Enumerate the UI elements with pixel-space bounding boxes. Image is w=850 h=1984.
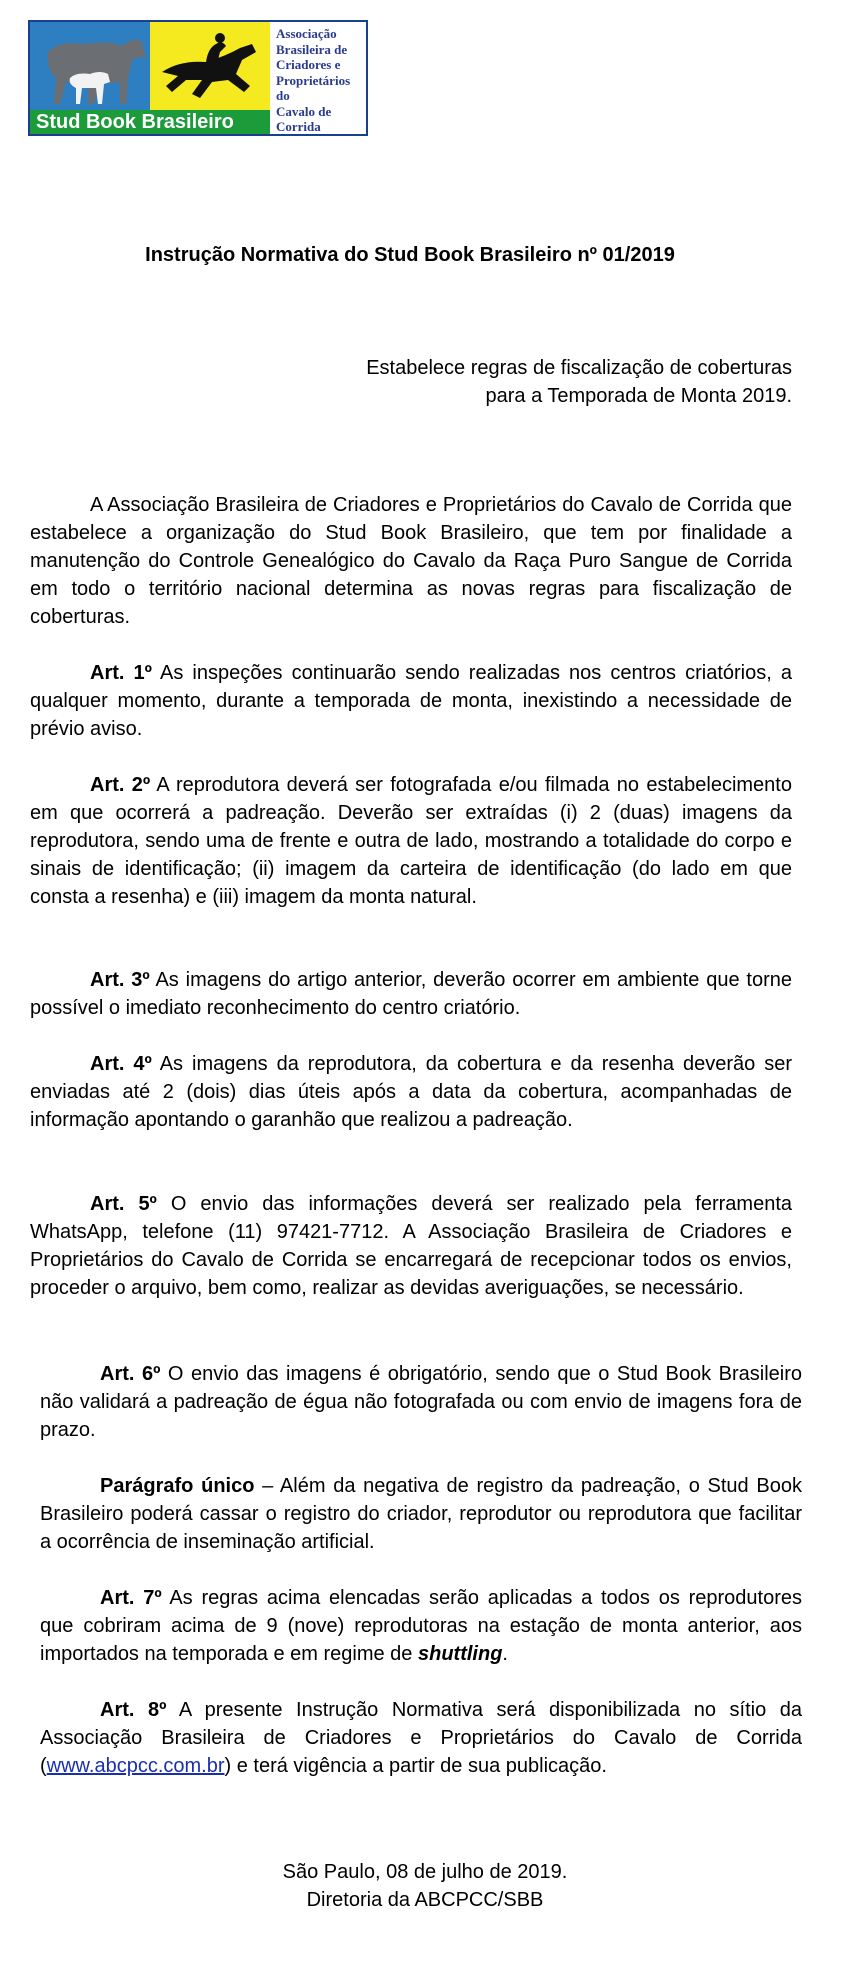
- paragrafo-unico: [40, 1472, 802, 1556]
- article-emphasis: shuttling: [417, 1643, 503, 1665]
- paragraph-label: Parágrafo único: [100, 1475, 255, 1497]
- article-label: Art. 5º: [90, 1193, 157, 1215]
- article-label: Art. 1º: [90, 662, 152, 684]
- article-4: [30, 1050, 792, 1134]
- article-label: Art. 2º: [90, 774, 151, 796]
- logo-brand-text: Stud Book Brasileiro: [30, 110, 270, 134]
- logo-org-line: Corrida: [276, 119, 321, 134]
- logo-org-line: Proprietários do: [276, 72, 351, 103]
- article-5: [30, 1190, 792, 1302]
- article-1: [30, 659, 792, 743]
- logo-artwork: [30, 22, 270, 134]
- article-label: Art. 6º: [100, 1363, 161, 1385]
- signature: Diretoria da ABCPCC/SBB: [306, 1889, 544, 1911]
- website-link[interactable]: www.abcpcc.com.br: [46, 1755, 225, 1777]
- article-text: A presente Instrução Normativa será disponibilizada no sítio da Associação Brasileira de Criadores e Proprietários do Cavalo de Corrida (: [40, 1699, 802, 1777]
- article-text: O envio das imagens é obrigatório, sendo que o Stud Book Brasileiro não validará a padreação de égua não fotografada ou com envio de imagens fora de prazo.: [40, 1363, 802, 1441]
- article-6: [40, 1360, 802, 1444]
- preamble-text: A Associação Brasileira de Criadores e Proprietários do Cavalo de Corrida que estabelece a organização do Stud Book Brasileiro, que tem por finalidade a manutenção do Controle Genealógico do Cavalo da Raça Puro Sangue de Corrida em todo o território nacional determina as novas regras para fiscalização de coberturas.: [30, 494, 792, 628]
- place-date: São Paulo, 08 de julho de 2019.: [282, 1861, 568, 1883]
- logo-org-line: Brasileira de: [276, 41, 348, 57]
- document-title: Instrução Normativa do Stud Book Brasileiro nº 01/2019: [145, 244, 675, 266]
- article-text: As imagens da reprodutora, da cobertura e da resenha deverão ser enviadas até 2 (dois) dias úteis após a data da cobertura, acompanhadas de informação apontando o garanhão que realizou a padreação.: [30, 1053, 792, 1131]
- article-2: [30, 771, 792, 911]
- jockey-head-icon: [215, 33, 225, 43]
- ementa: [272, 354, 792, 410]
- article-text: As inspeções continuarão sendo realizadas nos centros criatórios, a qualquer momento, durante a temporada de monta, inexistindo a necessidade de prévio aviso.: [30, 662, 793, 740]
- logo-org-line: Criadores e: [276, 57, 341, 72]
- article-label: Art. 8º: [100, 1699, 167, 1721]
- article-7: [40, 1584, 802, 1668]
- logo-organization-name: [270, 22, 366, 134]
- article-label: Art. 3º: [90, 969, 150, 991]
- article-3: [30, 966, 792, 1022]
- article-text: As imagens do artigo anterior, deverão ocorrer em ambiente que torne possível o imediato reconhecimento do centro criatório.: [30, 969, 792, 1019]
- preamble-paragraph: [30, 491, 792, 631]
- ementa-line: para a Temporada de Monta 2019.: [485, 385, 792, 407]
- logo-org-line: Cavalo de: [276, 103, 332, 119]
- article-text-end: ) e terá vigência a partir de sua publicação.: [224, 1755, 607, 1777]
- article-text: O envio das informações deverá ser realizado pela ferramenta WhatsApp, telefone (11) 97421-7712. A Associação Brasileira de Criadores e Proprietários do Cavalo de Corrida se encarregará de recepcionar todos os envios, proceder o arquivo, bem como, realizar as devidas averiguações, se necessário.: [30, 1193, 792, 1299]
- article-text: As regras acima elencadas serão aplicadas a todos os reprodutores que cobriram acima de 9 (nove) reprodutoras na estação de monta anterior, aos importados na temporada e em regime de: [40, 1587, 802, 1665]
- article-label: Art. 7º: [100, 1587, 162, 1609]
- logo: [28, 20, 368, 136]
- paragraph-text: – Além da negativa de registro da padreação, o Stud Book Brasileiro poderá cassar o registro do criador, reprodutor ou reprodutora que facilitar a ocorrência de inseminação artificial.: [40, 1475, 802, 1553]
- article-8: [40, 1696, 802, 1780]
- article-text-end: .: [502, 1643, 508, 1665]
- article-text: A reprodutora deverá ser fotografada e/ou filmada no estabelecimento em que ocorrerá a padreação. Deverão ser extraídas (i) 2 (duas) imagens da reprodutora, sendo uma de frente e outra de lado, mostrando a totalidade do corpo e sinais de identificação; (ii) imagem da carteira de identificação (do lado em que consta a resenha) e (iii) imagem da monta natural.: [30, 774, 792, 908]
- logo-org-line: Associação: [276, 26, 337, 41]
- article-label: Art. 4º: [90, 1053, 152, 1075]
- ementa-line: Estabelece regras de fiscalização de coberturas: [366, 357, 792, 379]
